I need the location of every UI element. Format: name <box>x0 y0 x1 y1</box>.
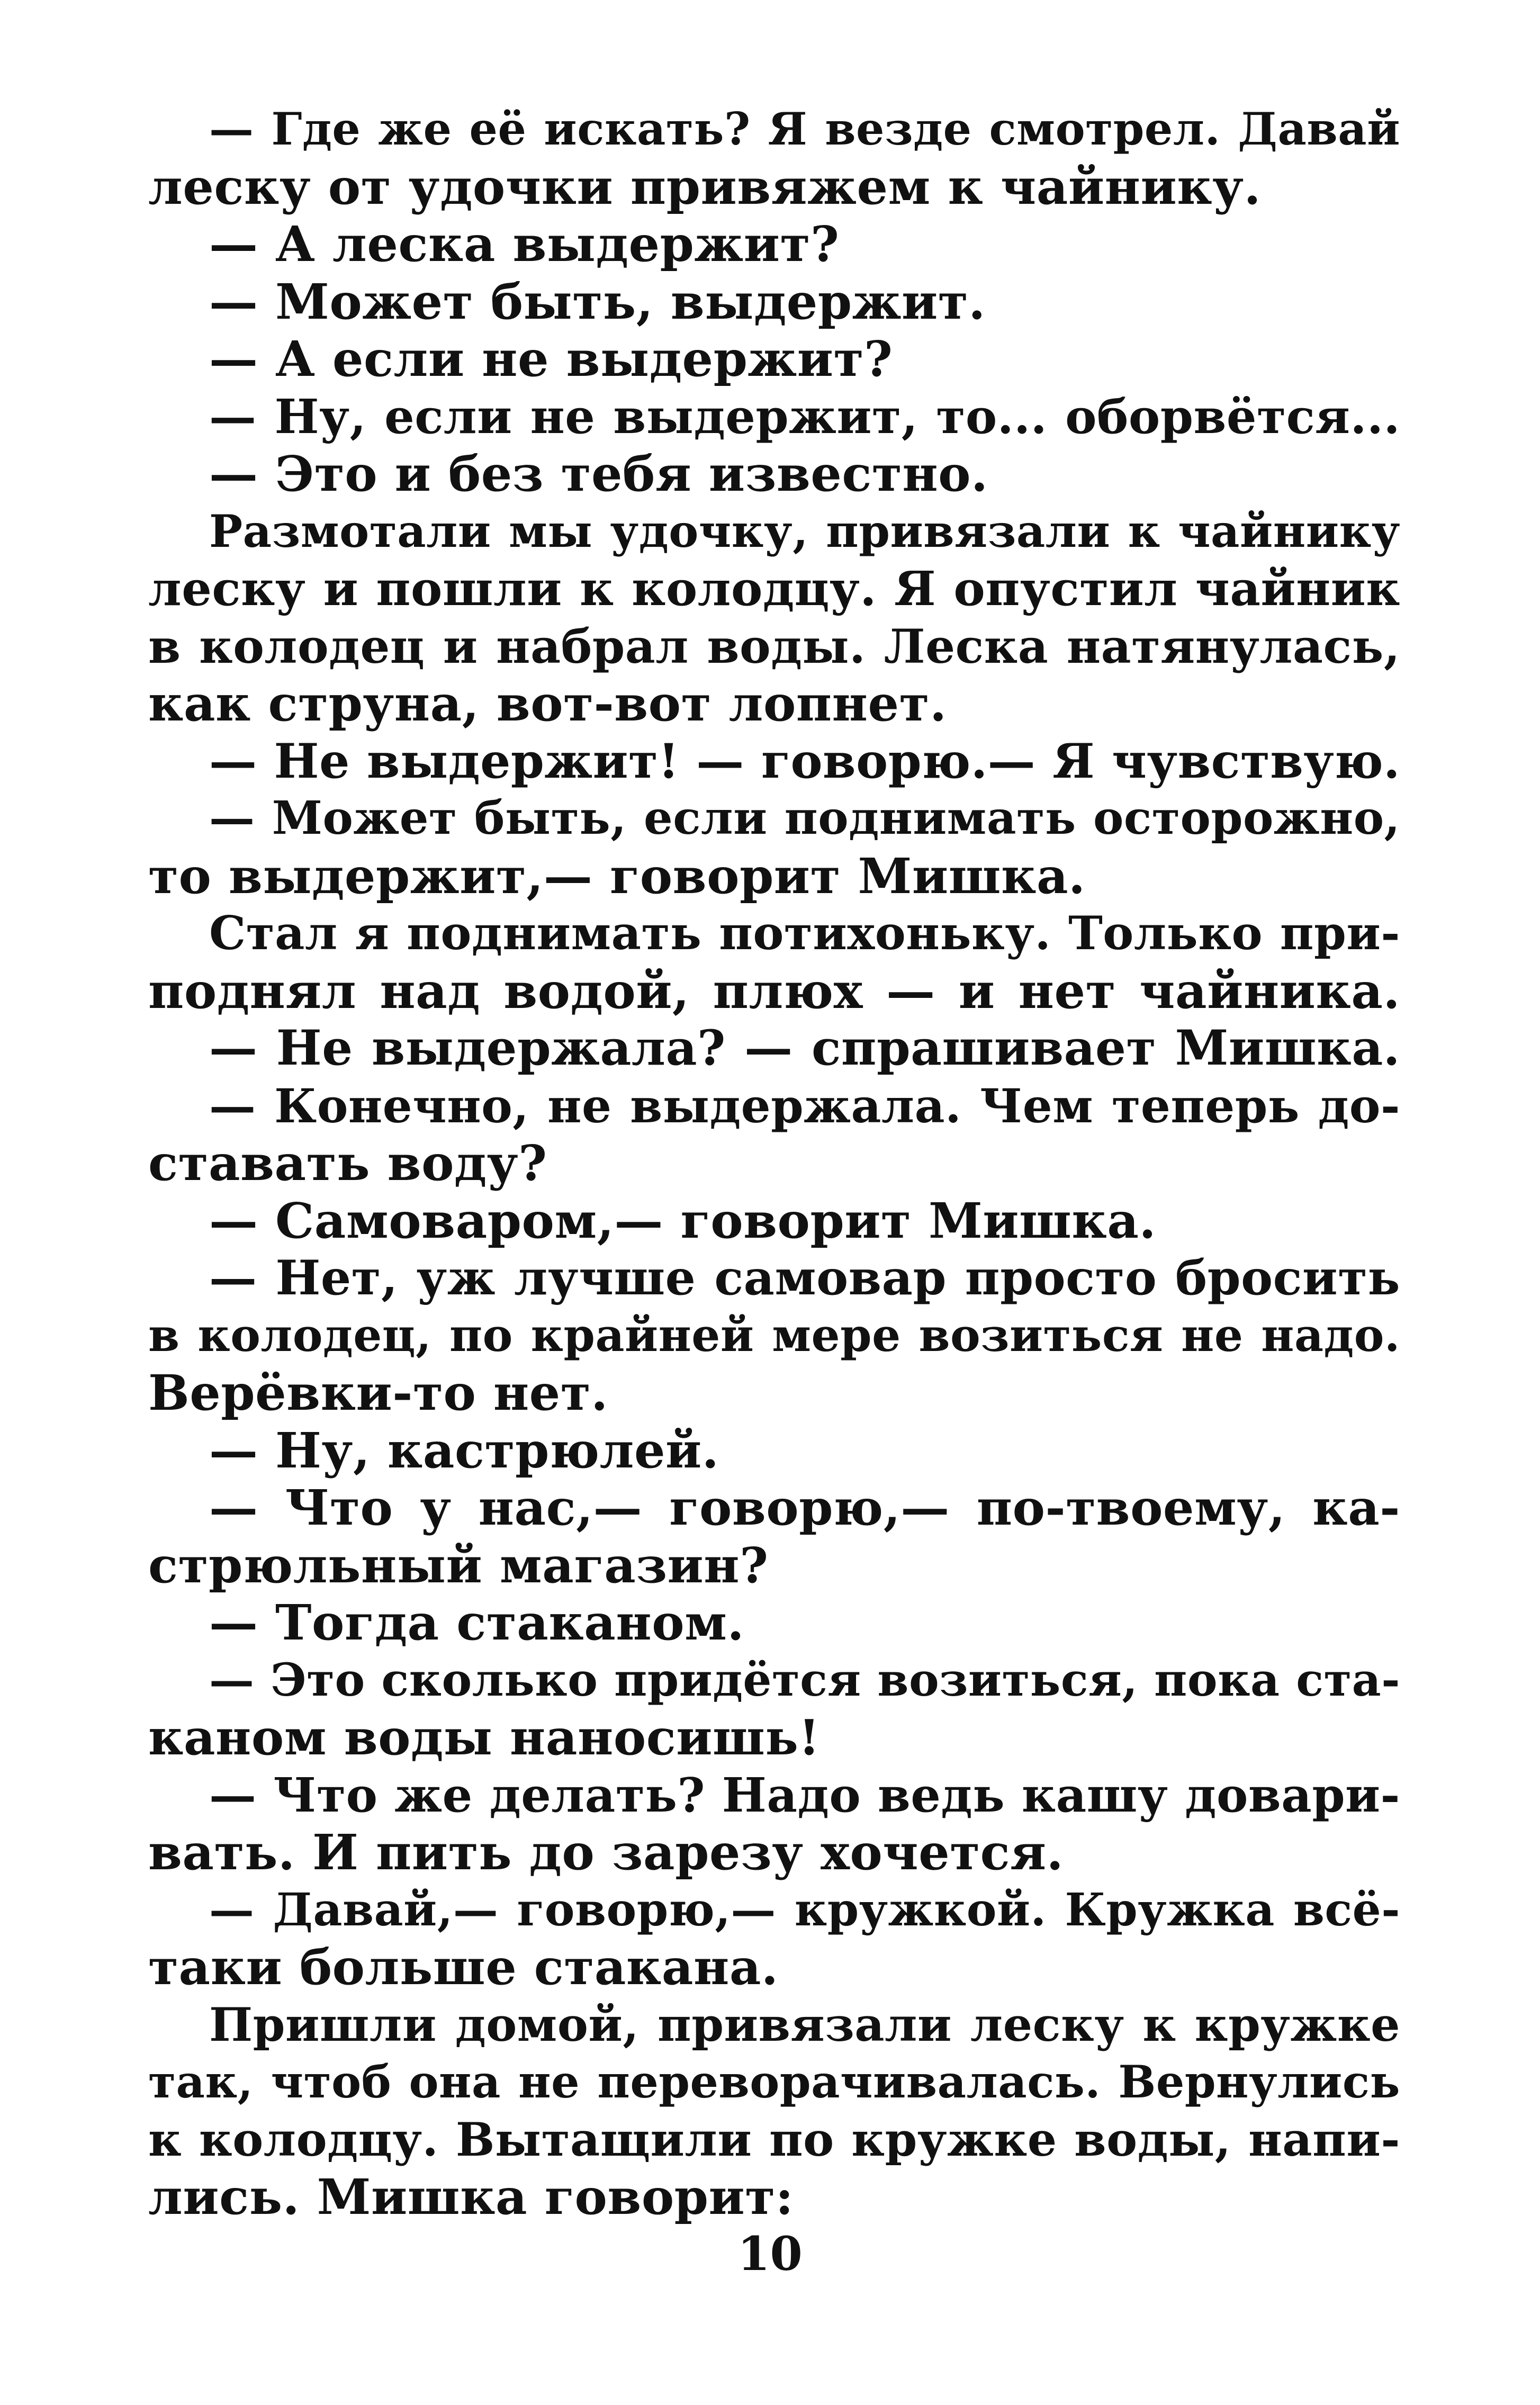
text-line: стрюльный магазин? <box>148 1536 769 1594</box>
text-line: — Конечно, не выдержала. Чем теперь до- <box>209 1078 1400 1133</box>
text-line: — Где же её искать? Я везде смотрел. Давай <box>209 103 1400 155</box>
text-line: Стал я поднимать потихоньку. Только при- <box>209 906 1400 960</box>
text-line: — Не выдержит! — говорю.— Я чувствую. <box>209 733 1400 789</box>
text-line: вать. И пить до зарезу хочется. <box>148 1824 1064 1881</box>
text-line: — Может быть, выдержит. <box>209 273 986 330</box>
text-line: то выдержит,— говорит Мишка. <box>148 847 1086 905</box>
text-line: поднял над водой, плюх — и нет чайника. <box>148 962 1400 1020</box>
text-line: леску и пошли к колодцу. Я опустил чайник <box>148 561 1400 616</box>
text-line: — Что же делать? Надо ведь кашу довари- <box>209 1767 1400 1823</box>
page-number: 10 <box>737 2226 803 2281</box>
text-line: — Ну, если не выдержит, то... оборвётся... <box>209 388 1400 444</box>
text-line: Верёвки-то нет. <box>148 1364 608 1421</box>
text-line: в колодец и набрал воды. Леска натянулась, <box>148 618 1400 674</box>
text-line: как струна, вот-вот лопнет. <box>148 675 947 732</box>
text-line: — Самоваром,— говорит Мишка. <box>209 1192 1156 1249</box>
text-line: — А если не выдержит? <box>209 330 893 388</box>
text-line: — Что у нас,— говорю,— по-твоему, ка- <box>209 1479 1400 1536</box>
text-line: ставать воду? <box>148 1134 547 1192</box>
text-line: к колодцу. Вытащили по кружке воды, напи- <box>148 2112 1400 2167</box>
text-line: лись. Мишка говорит: <box>148 2168 794 2226</box>
text-line: таки больше стакана. <box>148 1939 779 1996</box>
text-line: — Не выдержала? — спрашивает Мишка. <box>209 1020 1400 1076</box>
text-line: — Тогда стаканом. <box>209 1594 745 1651</box>
text-line: Размотали мы удочку, привязали к чайнику <box>209 505 1400 557</box>
text-line: — Нет, уж лучше самовар просто бросить <box>209 1250 1400 1306</box>
text-line: — Это и без тебя известно. <box>209 445 988 502</box>
text-line: — Может быть, если поднимать осторожно, <box>209 791 1400 845</box>
text-line: Пришли домой, привязали леску к кружке <box>209 1997 1400 2052</box>
text-line: леску от удочки привяжем к чайнику. <box>148 158 1262 215</box>
text-line: так, чтоб она не переворачивалась. Вернулись <box>148 2056 1400 2108</box>
text-line: в колодец, по крайней мере возиться не надо. <box>148 1309 1400 1362</box>
page-text-block <box>148 101 1400 2226</box>
text-line: — А леска выдержит? <box>209 215 840 273</box>
text-line: — Это сколько придётся возиться, пока ста- <box>209 1653 1400 1707</box>
text-line: — Давай,— говорю,— кружкой. Кружка всё- <box>209 1883 1400 1936</box>
text-line: каном воды наносишь! <box>148 1709 821 1766</box>
text-line: — Ну, кастрюлей. <box>209 1421 719 1479</box>
